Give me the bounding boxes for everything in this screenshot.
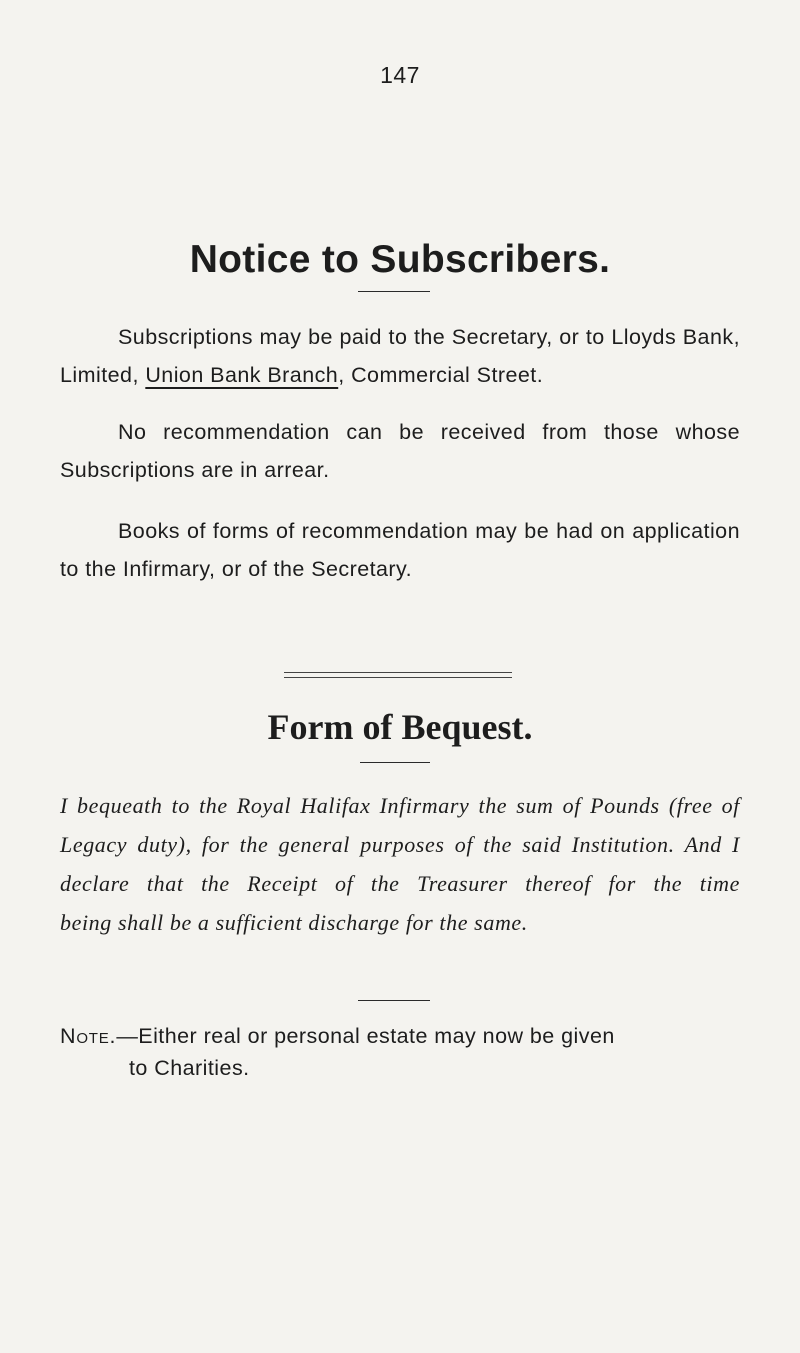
bequest-text-main: I bequeath to the Royal Halifax Infirmary the sum of Pounds (free of Legacy duty), for the general purposes of the said Institution. And I declare that the Receipt of the Treasurer thereof for the time [60,793,740,896]
bequest-end-rule [358,1000,430,1001]
note-text: —Either real or personal estate may now be given [116,1024,615,1048]
note-paragraph [60,1020,740,1084]
note-label: Note. [60,1024,117,1048]
notice-paragraph-forms: Books of forms of recommendation may be had on application to the Infirmary, or of the Secretary. [60,519,740,581]
notice-title: Notice to Subscribers. [189,238,611,281]
payment-text-end: , Commercial Street. [338,363,544,387]
bequest-text-last: being shall be a sufficient discharge for the same. [60,910,528,935]
notice-paragraph-recommendation: No recommendation can be received from those whose Subscriptions are in arrear. [60,420,740,482]
section-divider [284,672,512,678]
bank-branch-name: Union Bank Branch [145,363,339,387]
payment-text-start: Subscriptions may be paid to the Secretary, or to Lloyds Bank, Limited, [60,325,740,387]
notice-paragraph-payment [60,318,740,394]
bequest-title-rule [360,762,430,763]
title-rule [358,291,430,292]
bequest-title: Form of Bequest. [267,707,533,747]
note-continuation: to Charities. [129,1056,250,1080]
page-number: 147 [380,62,420,88]
bequest-text [60,786,740,942]
